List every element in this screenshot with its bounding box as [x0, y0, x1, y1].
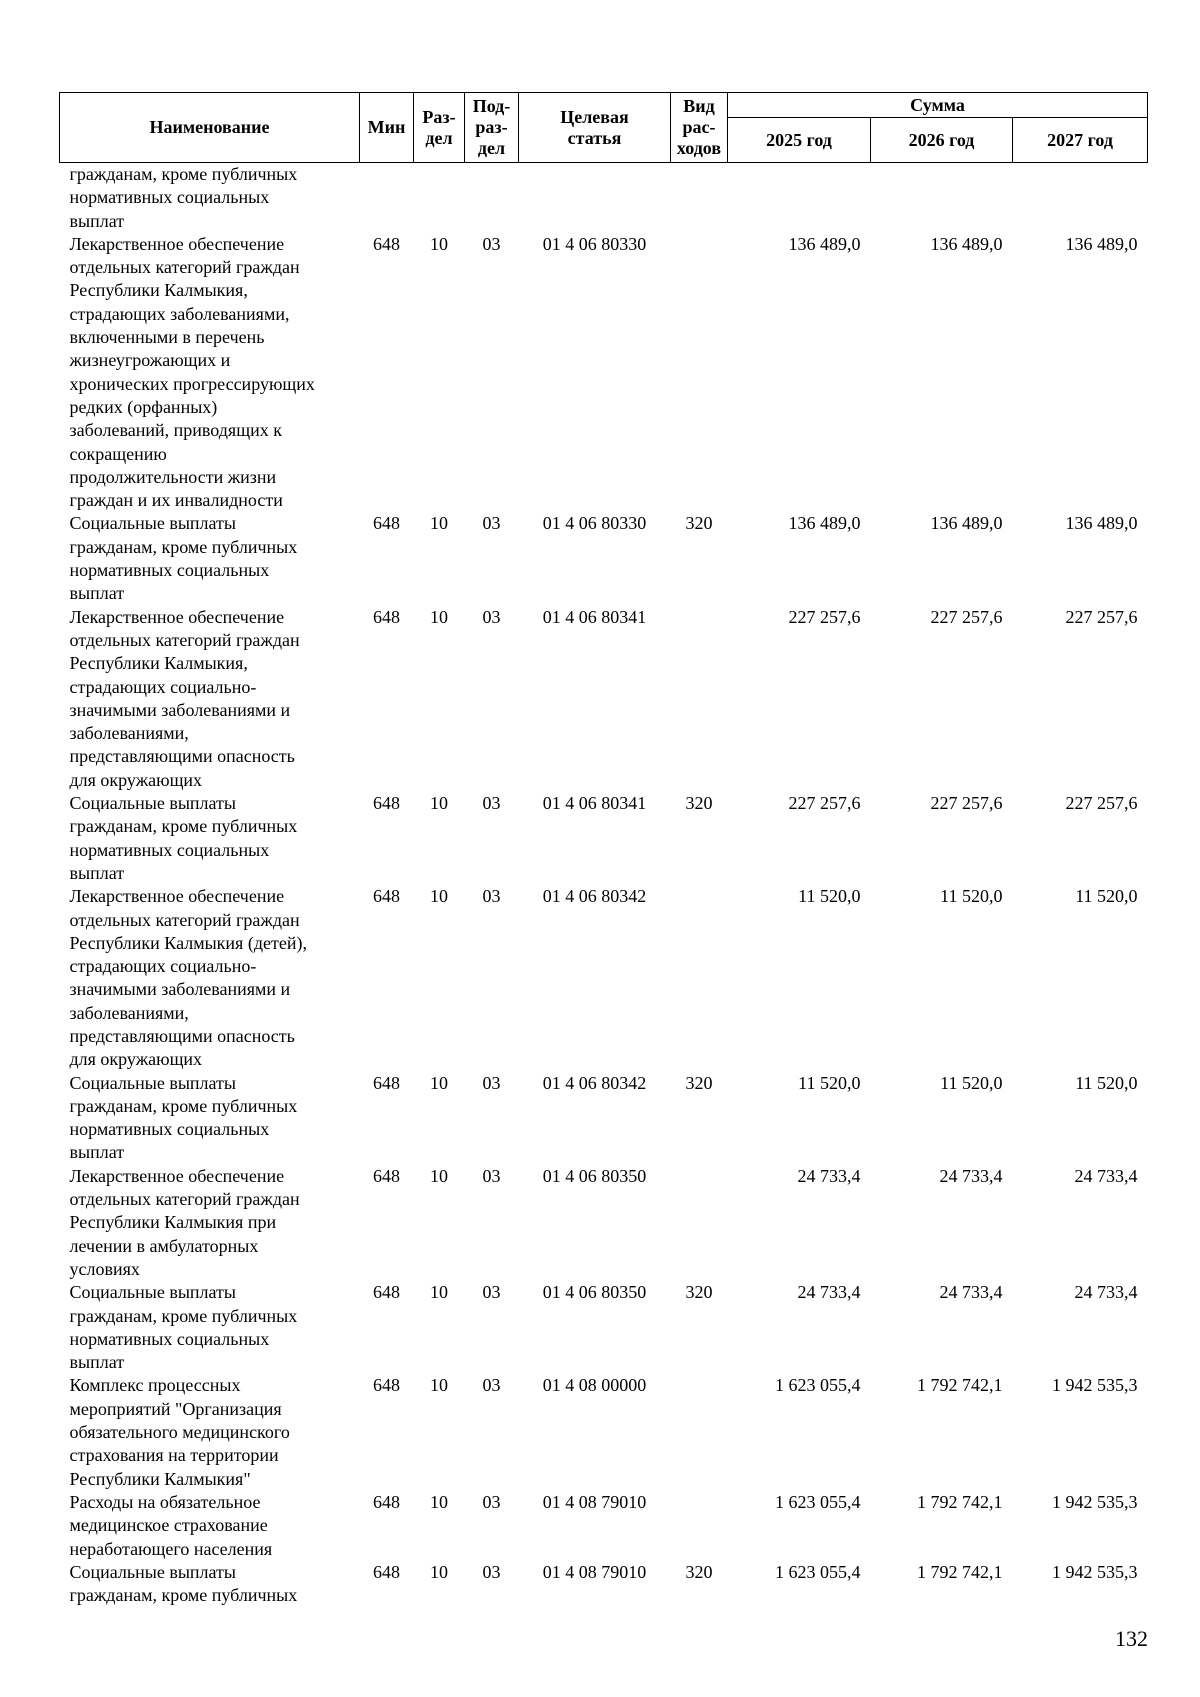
cell-2026: 1 792 742,1 — [917, 1491, 1003, 1512]
cell-podrazdel: 03 — [482, 1491, 501, 1512]
cell-2026: 136 489,0 — [930, 513, 1003, 534]
header-2026: 2026 год — [871, 118, 1013, 163]
cell-min: 648 — [373, 1491, 400, 1512]
header-razdel: Раз- дел — [414, 93, 465, 163]
header-vid: Вид рас- ходов — [671, 93, 728, 163]
cell-name: Лекарственное обеспечение отдельных категорий граждан Республики Калмыкия, страдающих социально- значимыми заболеваниями и заболеваниями, представляющими опасность для окружающих — [69, 606, 300, 790]
cell-2027: 136 489,0 — [1065, 513, 1138, 534]
cell-vid — [671, 1491, 728, 1561]
cell-2026: 227 257,6 — [930, 606, 1003, 627]
cell-2027: 11 520,0 — [1075, 1072, 1138, 1093]
cell-min: 648 — [373, 606, 400, 627]
header-name: Наименование — [60, 93, 360, 163]
budget-table — [59, 92, 1148, 1607]
table-row — [60, 233, 1148, 513]
cell-2027: 11 520,0 — [1075, 886, 1138, 907]
cell-2027: 227 257,6 — [1065, 606, 1138, 627]
cell-2025: 11 520,0 — [798, 886, 861, 907]
cell-vid — [671, 606, 728, 792]
header-2025: 2025 год — [728, 118, 871, 163]
cell-2027: 136 489,0 — [1065, 233, 1138, 254]
cell-razdel: 10 — [430, 513, 448, 534]
table-row — [60, 1072, 1148, 1165]
cell-min: 648 — [373, 1375, 400, 1396]
cell-vid: 320 — [685, 1561, 713, 1582]
cell-2026: 227 257,6 — [930, 793, 1003, 814]
cell-razdel: 10 — [430, 606, 448, 627]
cell-target: 01 4 06 80341 — [542, 793, 647, 814]
cell-min: 648 — [373, 233, 400, 254]
cell-podrazdel: 03 — [482, 606, 501, 627]
header-summa: Сумма — [728, 93, 1148, 118]
table-row — [60, 792, 1148, 885]
cell-2027: 1 942 535,3 — [1052, 1491, 1138, 1512]
cell-razdel: 10 — [430, 1165, 448, 1186]
cell-podrazdel: 03 — [482, 1375, 501, 1396]
cell-2025: 11 520,0 — [798, 1072, 861, 1093]
cell-name: гражданам, кроме публичных нормативных социальных выплат — [69, 164, 298, 231]
cell-2026: 1 792 742,1 — [917, 1561, 1003, 1582]
cell-podrazdel: 03 — [482, 1072, 501, 1093]
cell-vid — [671, 1165, 728, 1281]
cell-name: Социальные выплаты гражданам, кроме публичных нормативных социальных выплат — [69, 1072, 298, 1163]
cell-vid — [671, 1374, 728, 1490]
cell-2025: 24 733,4 — [797, 1282, 861, 1303]
cell-razdel: 10 — [430, 233, 448, 254]
cell-2025: 24 733,4 — [797, 1165, 861, 1186]
cell-2027: 1 942 535,3 — [1052, 1375, 1138, 1396]
cell-min — [360, 163, 414, 233]
cell-2026: 136 489,0 — [930, 233, 1003, 254]
cell-target: 01 4 06 80350 — [542, 1282, 647, 1303]
cell-razdel: 10 — [430, 1282, 448, 1303]
cell-min: 648 — [373, 1282, 400, 1303]
cell-podrazdel: 03 — [482, 1165, 501, 1186]
cell-2026: 11 520,0 — [940, 886, 1003, 907]
header-min: Мин — [360, 93, 414, 163]
cell-razdel: 10 — [430, 1072, 448, 1093]
cell-2027: 1 942 535,3 — [1052, 1561, 1138, 1582]
cell-target — [519, 163, 671, 233]
cell-podrazdel: 03 — [482, 886, 501, 907]
table-row — [60, 1374, 1148, 1490]
cell-razdel: 10 — [430, 1375, 448, 1396]
cell-2025: 1 623 055,4 — [775, 1375, 861, 1396]
cell-min: 648 — [373, 886, 400, 907]
cell-name: Лекарственное обеспечение отдельных категорий граждан Республики Калмыкия при лечении в амбулаторных условиях — [69, 1165, 300, 1279]
cell-name: Социальные выплаты гражданам, кроме публичных нормативных социальных выплат — [69, 793, 298, 883]
cell-podrazdel: 03 — [482, 513, 501, 534]
cell-2025 — [728, 163, 871, 233]
table-row — [60, 1561, 1148, 1608]
cell-razdel — [414, 163, 465, 233]
cell-name: Социальные выплаты гражданам, кроме публичных — [69, 1561, 298, 1606]
table-row — [60, 885, 1148, 1071]
cell-2025: 227 257,6 — [788, 606, 861, 627]
cell-razdel: 10 — [430, 1491, 448, 1512]
cell-vid — [671, 885, 728, 1071]
cell-vid: 320 — [685, 1072, 713, 1093]
cell-vid: 320 — [685, 1282, 713, 1303]
cell-2027: 24 733,4 — [1074, 1282, 1138, 1303]
cell-vid — [671, 163, 728, 233]
header-podrazdel: Под- раз- дел — [465, 93, 519, 163]
cell-podrazdel: 03 — [482, 1561, 501, 1582]
cell-razdel: 10 — [430, 1561, 448, 1582]
cell-name: Социальные выплаты гражданам, кроме публичных нормативных социальных выплат — [69, 1282, 298, 1373]
cell-2025: 227 257,6 — [788, 793, 861, 814]
cell-podrazdel: 03 — [482, 1282, 501, 1303]
cell-name: Расходы на обязательное медицинское страхование неработающего населения — [69, 1491, 273, 1559]
cell-name: Лекарственное обеспечение отдельных категорий граждан Республики Калмыкия (детей), страдающих социально- значимыми заболеваниями и заболеваниями, представляющими опасность для окружающих — [69, 886, 307, 1070]
table-body — [60, 163, 1148, 1608]
cell-vid — [671, 233, 728, 513]
table-row — [60, 1165, 1148, 1281]
cell-2025: 1 623 055,4 — [775, 1491, 861, 1512]
cell-vid: 320 — [685, 793, 713, 814]
cell-target: 01 4 08 79010 — [542, 1561, 647, 1582]
cell-razdel: 10 — [430, 886, 448, 907]
cell-2026: 24 733,4 — [939, 1165, 1003, 1186]
cell-2027: 24 733,4 — [1074, 1165, 1138, 1186]
cell-target: 01 4 06 80342 — [542, 1072, 647, 1093]
table-row — [60, 1281, 1148, 1374]
cell-vid: 320 — [685, 513, 713, 534]
cell-name: Лекарственное обеспечение отдельных категорий граждан Республики Калмыкия, страдающих заболеваниями, включенными в перечень жизнеугрожающих и хронических прогрессирующих редких (орфанных) заболеваний, приводящих к сокращению продолжительности жизни граждан и их инвалидности — [69, 233, 315, 511]
cell-2026: 1 792 742,1 — [917, 1375, 1003, 1396]
cell-2025: 136 489,0 — [788, 513, 861, 534]
cell-target: 01 4 08 00000 — [542, 1375, 647, 1396]
cell-2025: 136 489,0 — [788, 233, 861, 254]
cell-min: 648 — [373, 513, 400, 534]
table-row — [60, 163, 1148, 233]
header-target: Целевая статья — [519, 93, 671, 163]
cell-min: 648 — [373, 1072, 400, 1093]
cell-target: 01 4 06 80350 — [542, 1165, 647, 1186]
header-2027: 2027 год — [1013, 118, 1148, 163]
cell-target: 01 4 08 79010 — [542, 1491, 647, 1512]
table-row — [60, 1491, 1148, 1561]
cell-min: 648 — [373, 793, 400, 814]
cell-target: 01 4 06 80330 — [542, 233, 647, 254]
cell-podrazdel: 03 — [482, 233, 501, 254]
cell-min: 648 — [373, 1165, 400, 1186]
cell-podrazdel — [465, 163, 519, 233]
table-row — [60, 512, 1148, 605]
cell-target: 01 4 06 80330 — [542, 513, 647, 534]
table-row — [60, 606, 1148, 792]
cell-2027: 227 257,6 — [1065, 793, 1138, 814]
page-number: 132 — [1115, 1626, 1148, 1651]
cell-2026: 24 733,4 — [939, 1282, 1003, 1303]
cell-2025: 1 623 055,4 — [775, 1561, 861, 1582]
cell-2027 — [1013, 163, 1148, 233]
cell-min: 648 — [373, 1561, 400, 1582]
cell-name: Комплекс процессных мероприятий "Организация обязательного медицинского страхования на территории Республики Калмыкия" — [69, 1375, 290, 1489]
cell-2026: 11 520,0 — [940, 1072, 1003, 1093]
cell-name: Социальные выплаты гражданам, кроме публичных нормативных социальных выплат — [69, 513, 298, 604]
cell-target: 01 4 06 80342 — [542, 886, 647, 907]
cell-razdel: 10 — [430, 793, 448, 814]
table-header — [60, 93, 1148, 163]
cell-target: 01 4 06 80341 — [542, 606, 647, 627]
cell-2026 — [871, 163, 1013, 233]
cell-podrazdel: 03 — [482, 793, 501, 814]
